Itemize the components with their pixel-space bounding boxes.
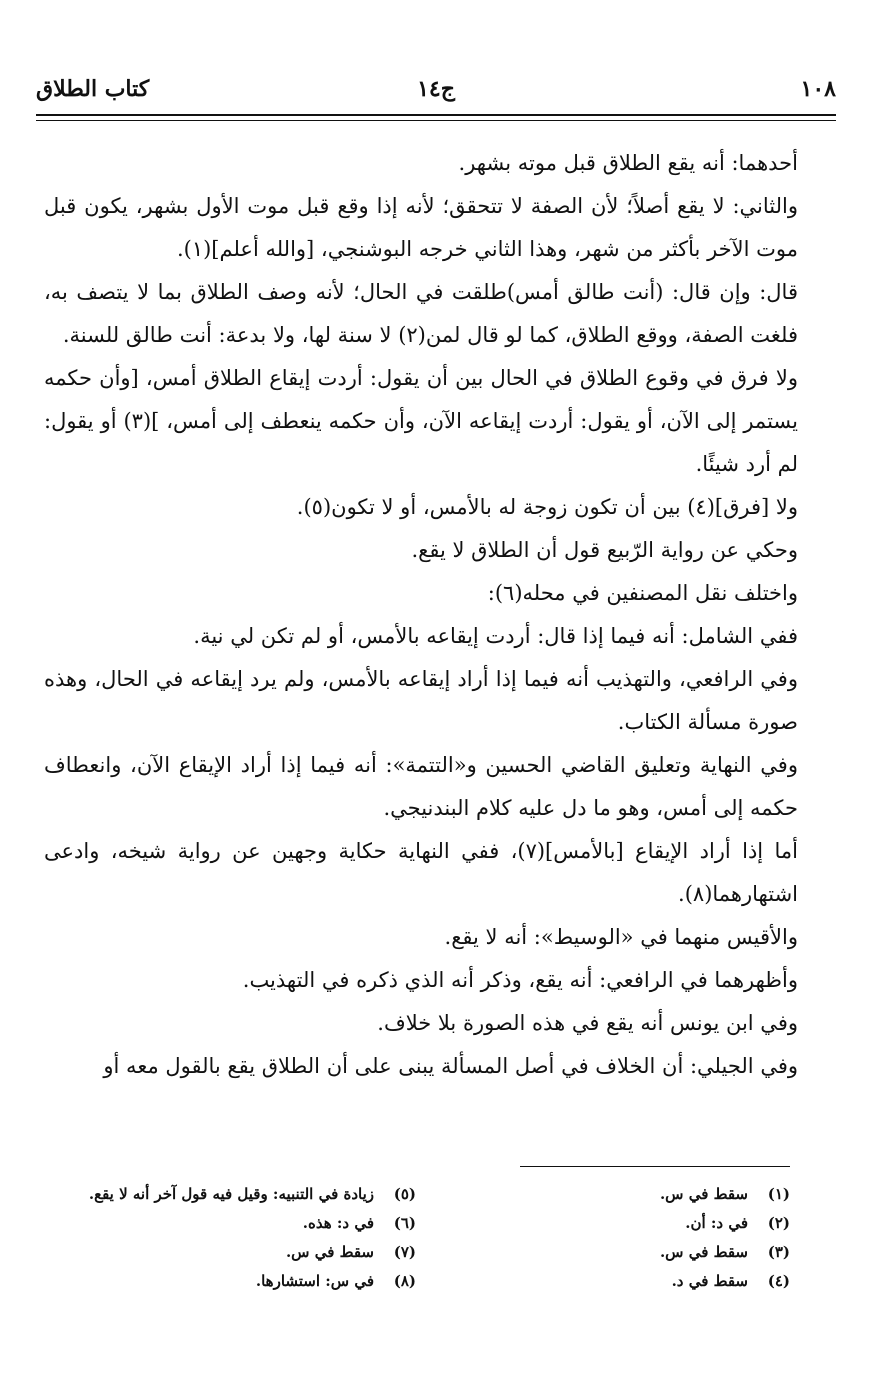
- footnote: [480, 1267, 790, 1296]
- paragraph: أحدهما: أنه يقع الطلاق قبل موته بشهر.: [458, 151, 798, 175]
- footnote-number: (٨): [393, 1272, 416, 1290]
- footnote-separator: [520, 1166, 790, 1167]
- footnote-number: (٦): [393, 1214, 416, 1232]
- paragraph: وفي الرافعي، والتهذيب أنه فيما إذا أراد إيقاعه بالأمس، ولم يرد إيقاعه في الحال، وهذه صورة مسألة الكتاب.: [44, 667, 798, 734]
- footnote-number: (٥): [393, 1185, 416, 1203]
- paragraph: وفي ابن يونس أنه يقع في هذه الصورة بلا خلاف.: [377, 1011, 798, 1035]
- footnote: [36, 1209, 416, 1238]
- header-rule-thick: [36, 114, 836, 116]
- footnote-text: في د: هذه.: [302, 1214, 374, 1232]
- footnotes-right-column: [480, 1180, 790, 1296]
- page-header: [36, 76, 836, 112]
- footnote: [36, 1238, 416, 1267]
- footnote-text: زيادة في التنبيه: وقيل فيه قول آخر أنه لا يقع.: [88, 1185, 374, 1203]
- book-title: كتاب الطلاق: [36, 76, 150, 102]
- footnote: [36, 1180, 416, 1209]
- footnote: [480, 1238, 790, 1267]
- paragraph: ولا فرق في وقوع الطلاق في الحال بين أن يقول: أردت إيقاع الطلاق أمس، [وأن حكمه يستمر إلى الآن، أو يقول: أردت إيقاعه الآن، وأن حكمه ينعطف إلى أمس، ](٣) أو يقول: لم أرد شيئًا.: [44, 366, 798, 476]
- paragraph: قال: وإن قال: (أنت طالق أمس)طلقت في الحال؛ لأنه وصف الطلاق بما لا يتصف به، فلغت الصفة، ووقع الطلاق، كما لو قال لمن(٢) لا سنة لها، ولا بدعة: أنت طالق للسنة.: [44, 280, 798, 347]
- header-rule-thin: [36, 120, 836, 121]
- paragraph: أما إذا أراد الإيقاع [بالأمس](٧)، ففي النهاية حكاية وجهين عن رواية شيخه، وادعى اشتهارهما(٨).: [44, 839, 798, 906]
- footnote-text: في د: أن.: [685, 1214, 748, 1232]
- footnote-text: سقط في س.: [285, 1243, 374, 1261]
- footnote-text: سقط في س.: [659, 1243, 748, 1261]
- paragraph: ففي الشامل: أنه فيما إذا قال: أردت إيقاعه بالأمس، أو لم تكن لي نية.: [193, 624, 798, 648]
- footnote-number: (٤): [767, 1272, 790, 1290]
- paragraph: والثاني: لا يقع أصلاً؛ لأن الصفة لا تتحقق؛ لأنه إذا وقع قبل موت الأول بشهر، يكون قبل موت الآخر بأكثر من شهر، وهذا الثاني خرجه البوشنجي، [والله أعلم](١).: [44, 194, 798, 261]
- paragraph: واختلف نقل المصنفين في محله(٦):: [487, 581, 798, 605]
- paragraph: وأظهرهما في الرافعي: أنه يقع، وذكر أنه الذي ذكره في التهذيب.: [242, 968, 798, 992]
- page-number: ١٠٨: [800, 76, 836, 102]
- footnote: [480, 1180, 790, 1209]
- footnote-number: (٣): [767, 1243, 790, 1261]
- footnote-text: سقط في س.: [659, 1185, 748, 1203]
- paragraph: ولا [فرق](٤) بين أن تكون زوجة له بالأمس، أو لا تكون(٥).: [296, 495, 798, 519]
- footnote: [480, 1209, 790, 1238]
- footnote: [36, 1267, 416, 1296]
- paragraph: وفي النهاية وتعليق القاضي الحسين و«التتمة»: أنه فيما إذا أراد الإيقاع الآن، وانعطاف حكمه إلى أمس، وهو ما دل عليه كلام البندنيجي.: [44, 753, 798, 820]
- main-text: [44, 142, 834, 1088]
- paragraph: وفي الجيلي: أن الخلاف في أصل المسألة يبنى على أن الطلاق يقع بالقول معه أو: [103, 1054, 798, 1078]
- volume-label: ج١٤: [417, 76, 455, 102]
- paragraph: والأقيس منهما في «الوسيط»: أنه لا يقع.: [444, 925, 798, 949]
- footnote-number: (١): [767, 1185, 790, 1203]
- footnotes-left-column: [36, 1180, 416, 1296]
- footnote-number: (٢): [767, 1214, 790, 1232]
- footnote-text: سقط في د.: [671, 1272, 748, 1290]
- paragraph: وحكي عن رواية الرّبيع قول أن الطلاق لا يقع.: [411, 538, 798, 562]
- footnote-text: في س: استشارها.: [255, 1272, 374, 1290]
- footnote-number: (٧): [393, 1243, 416, 1261]
